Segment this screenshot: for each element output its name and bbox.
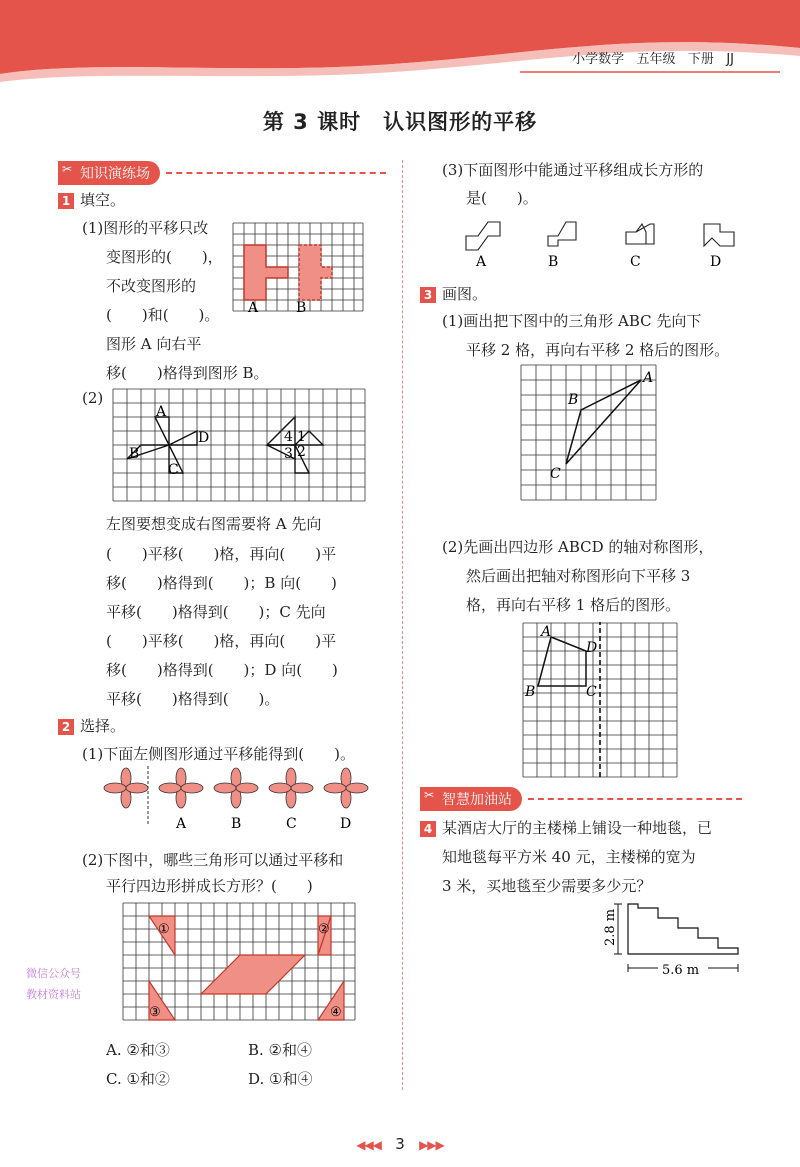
q1-grid-translate	[232, 222, 364, 322]
q4-text: 3 米，买地毯至少需要多少元？	[442, 877, 652, 895]
q2-text: (1)下面左侧图形通过平移能得到( )。	[82, 745, 355, 763]
watermark-line: 教材资料站	[26, 988, 81, 1001]
q3-text: 然后画出把轴对称图形向下平移 3	[466, 567, 691, 585]
q1-text: 左图要想变成右图需要将 A 先向	[106, 515, 322, 533]
svg-text:B: B	[548, 254, 559, 270]
q1-text: 平移( )格得到( )。	[106, 690, 280, 708]
q3-grid-quadrilateral	[522, 622, 680, 780]
q2-grid-parallelogram	[122, 902, 358, 1028]
q1-text: 移( )格得到( )；B 向( )	[106, 574, 337, 592]
svg-text:④: ④	[330, 1005, 342, 1020]
q1-p2-label: (2)	[82, 389, 104, 407]
q3-text: 格，再向右平移 1 格后的图形。	[466, 596, 681, 614]
svg-text:B: B	[129, 446, 140, 462]
q1-text: 不改变图形的	[106, 277, 197, 295]
svg-text:4: 4	[284, 429, 293, 445]
q3-text: (1)画出把下图中的三角形 ABC 先向下	[442, 312, 702, 330]
option-d: D. ①和④	[248, 1070, 313, 1088]
q3-heading: 3 画图。	[420, 284, 487, 304]
q1-text: 图形 A 向右平	[106, 335, 202, 353]
svg-text:C: C	[168, 462, 179, 478]
header-banner	[0, 0, 800, 90]
header-book-info: 小学数学 五年级 下册 JJ	[572, 52, 734, 67]
svg-text:A: A	[476, 254, 487, 270]
figure-a-label: A	[248, 300, 259, 316]
svg-text:A: A	[643, 370, 654, 386]
q2-p3-shapes	[458, 210, 748, 272]
svg-text:C: C	[586, 684, 597, 700]
q1-text: 移( )格得到( )；D 向( )	[106, 661, 338, 679]
q2-clover-options	[100, 766, 370, 836]
svg-text:D: D	[710, 254, 722, 270]
q4-staircase-diagram	[600, 898, 748, 982]
lesson-title: 第 3 课时 认识图形的平移	[262, 110, 538, 134]
q1-text: ( )平移( )格，再向( )平	[106, 632, 337, 650]
q1-text: ( )平移( )格，再向( )平	[106, 545, 337, 563]
svg-text:2.8 m: 2.8 m	[603, 908, 618, 946]
q3-grid-triangle	[520, 364, 660, 510]
q4-text: 知地毯每平方米 40 元，主楼梯的宽为	[442, 848, 696, 866]
q1-text: 平移( )格得到( )；C 先向	[106, 603, 326, 621]
q4-line-1: 4 某酒店大厅的主楼梯上铺设一种地毯，已	[420, 818, 712, 838]
section-wisdom: ✂ 智慧加油站	[420, 788, 742, 810]
svg-text:C: C	[550, 466, 561, 482]
page-footer: ◀◀◀ 3 ▶▶▶	[356, 1135, 444, 1153]
svg-text:B: B	[568, 392, 579, 408]
svg-text:③: ③	[149, 1005, 161, 1020]
svg-text:2: 2	[297, 444, 306, 460]
watermark-line: 微信公众号	[26, 967, 81, 980]
svg-text:B: B	[525, 684, 536, 700]
option-b: B. ②和④	[248, 1041, 313, 1059]
svg-text:A: A	[541, 624, 552, 640]
q1-heading: 1 填空。	[58, 190, 125, 210]
option-c: C. ①和②	[106, 1070, 170, 1088]
svg-text:A: A	[156, 404, 167, 420]
q2-p3-text: (3)下面图形中能通过平移组成长方形的	[442, 161, 704, 179]
svg-text:A: A	[176, 816, 187, 832]
q1-grid-pinwheel	[112, 388, 370, 506]
q3-text: (2)先画出四边形 ABCD 的轴对称图形，	[442, 538, 714, 556]
page-number: 3	[395, 1135, 405, 1153]
q1-text: ( )和( )。	[106, 306, 220, 324]
svg-text:②: ②	[318, 922, 330, 937]
q2-text: 平行四边形拼成长方形？( )	[106, 877, 313, 895]
q1-text: 移( )格得到图形 B。	[106, 364, 269, 382]
q2-p3-text: 是( )。	[466, 189, 538, 207]
svg-text:①: ①	[158, 922, 170, 937]
option-a: A. ②和③	[106, 1041, 170, 1059]
q2-text: (2)下图中，哪些三角形可以通过平移和	[82, 851, 344, 869]
svg-text:C: C	[286, 816, 297, 832]
q3-text: 平移 2 格，再向右平移 2 格后的图形。	[466, 341, 730, 359]
figure-b-label: B	[296, 300, 307, 316]
svg-text:B: B	[231, 816, 242, 832]
section-practice: ✂ 知识演练场	[58, 162, 386, 184]
q2-heading: 2 选择。	[58, 716, 125, 736]
q1-text: (1)图形的平移只改	[82, 219, 209, 237]
svg-text:5.6 m: 5.6 m	[662, 963, 700, 978]
svg-text:C: C	[630, 254, 641, 270]
svg-text:3: 3	[284, 446, 293, 462]
q1-text: 变图形的( )，	[106, 248, 223, 266]
svg-text:D: D	[198, 430, 210, 446]
column-divider	[402, 160, 403, 1090]
svg-text:D: D	[586, 640, 598, 656]
svg-text:D: D	[340, 816, 352, 832]
svg-text:1: 1	[297, 429, 306, 445]
